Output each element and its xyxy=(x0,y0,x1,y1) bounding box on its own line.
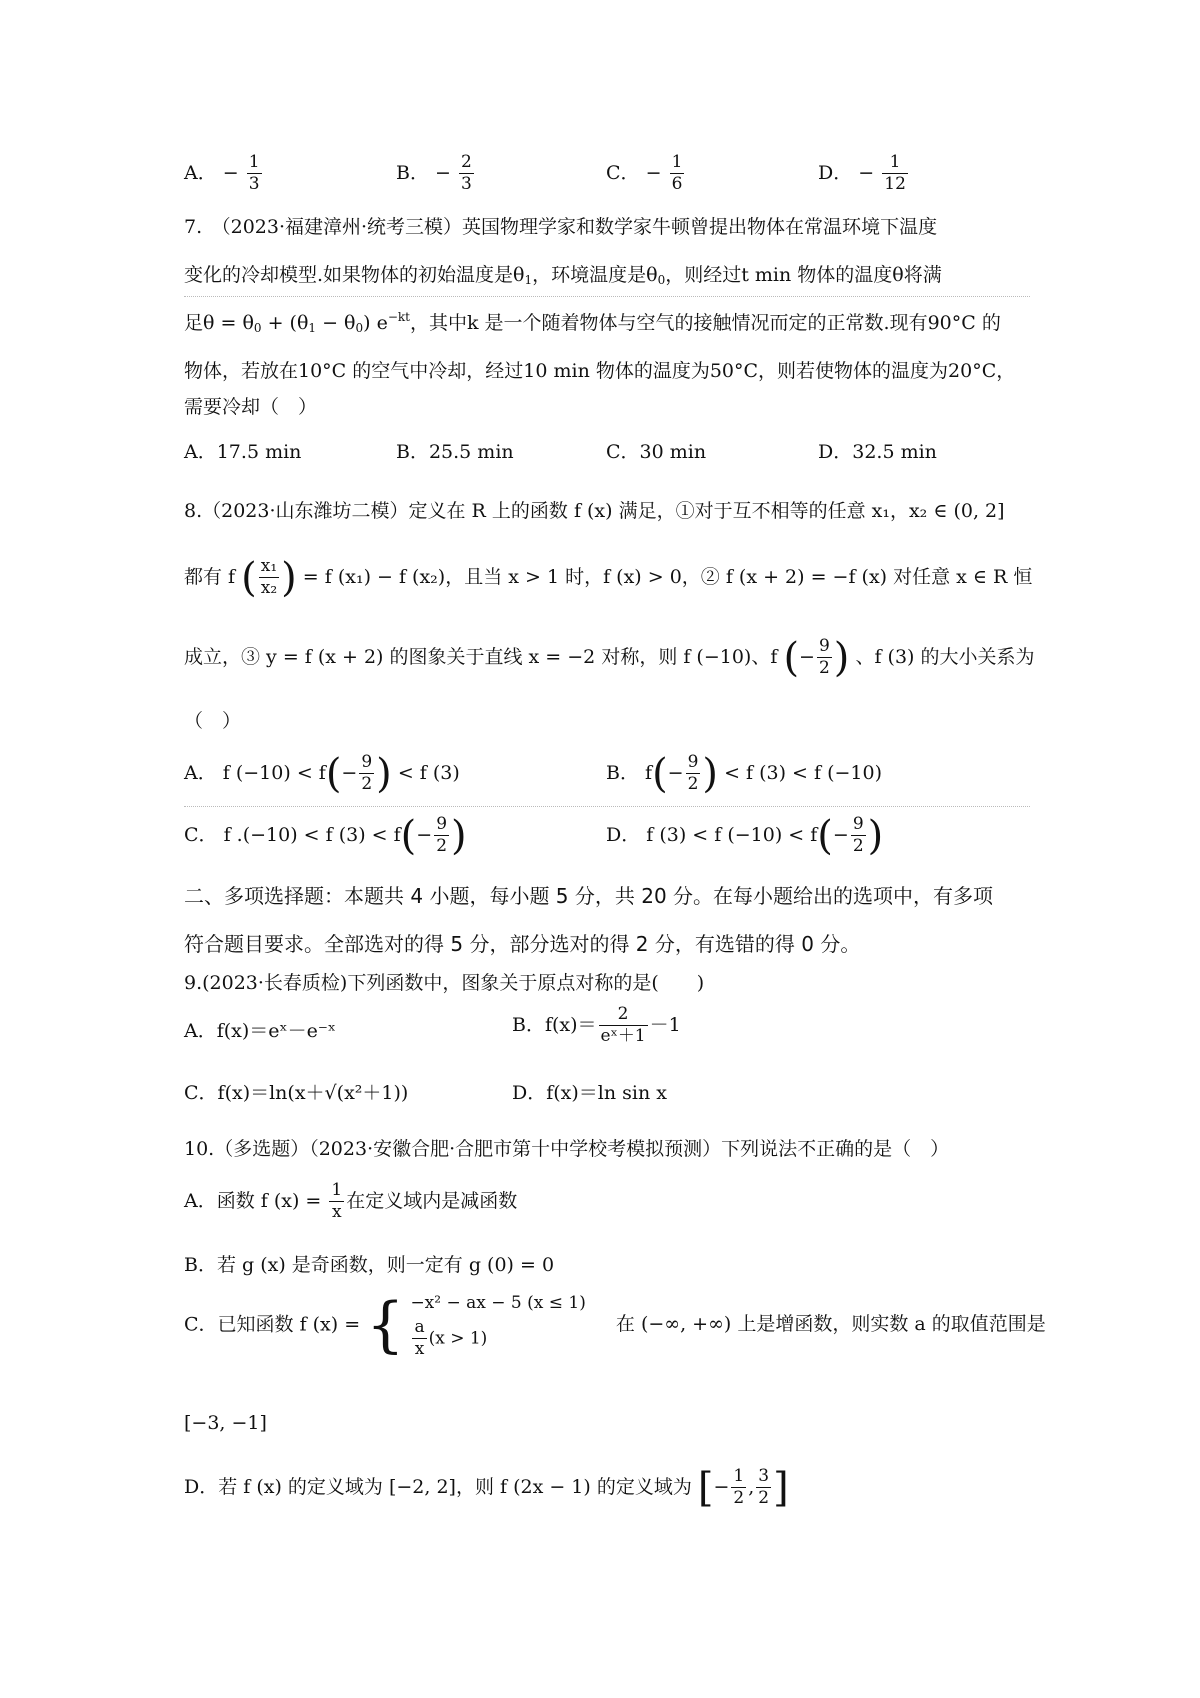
divider xyxy=(184,296,1030,297)
q10-option-b: B．若 g (x) 是奇函数，则一定有 g (0) = 0 xyxy=(184,1254,555,1276)
numerator: 2 xyxy=(459,152,474,174)
denominator: x₂ xyxy=(260,578,278,599)
denominator: 2 xyxy=(687,774,699,795)
numerator: 1 xyxy=(329,1180,344,1202)
q7-line-5: 需要冷却（ ） xyxy=(184,396,318,418)
paren-right: ) xyxy=(281,554,297,601)
case-1: −x² − ax − 5 (x ≤ 1) xyxy=(410,1293,586,1313)
fraction xyxy=(329,1180,344,1224)
q7-option-d: D．32.5 min xyxy=(818,441,937,463)
superscript: −kt xyxy=(387,310,410,324)
numerator: 9 xyxy=(686,752,701,774)
paren-right: ) xyxy=(376,750,392,797)
denominator: 3 xyxy=(248,174,260,195)
q7-line-3 xyxy=(184,308,1040,335)
text: 成立，③ y = f (x + 2) 的图象关于直线 x = −2 对称，则 f (−10)、f xyxy=(184,645,778,668)
q6-option-c xyxy=(606,152,686,196)
q9-stem: 9.(2023·长春质检)下列函数中，图象关于原点对称的是( ) xyxy=(184,972,705,994)
fraction xyxy=(599,1004,648,1048)
fraction xyxy=(851,814,866,858)
paren-right: ) xyxy=(702,750,719,797)
option-label: D． xyxy=(818,161,853,184)
paren-left: ( xyxy=(325,750,342,797)
subscript: 1 xyxy=(524,273,533,287)
minus-sign: − xyxy=(713,1475,730,1498)
text: f (−10) < f xyxy=(222,761,326,784)
q10-option-c xyxy=(184,1290,1046,1361)
q8-line-3: 成立，③ y = f (x + 2) 的图象关于直线 x = −2 对称，则 f (−10)、f (− $\frac{9}{2}$ ) 、f (3) 的大小关系为 xyxy=(184,634,1035,681)
text: B．f(x)＝ xyxy=(512,1013,597,1036)
q9-option-c: C．f(x)＝ln(x＋√(x²＋1)) xyxy=(184,1082,409,1104)
denominator: x xyxy=(332,1202,342,1223)
numerator: 9 xyxy=(851,814,866,836)
bracket-right: ] xyxy=(773,1464,789,1511)
q7-line-4: 物体，若放在10°C 的空气中冷却，经过10 min 物体的温度为50°C，则若使物体的温度为20°C， xyxy=(184,360,1016,382)
text: D．若 f (x) 的定义域为 [−2, 2]，则 f (2x − 1) 的定义域为 xyxy=(184,1475,692,1498)
q10-option-d xyxy=(184,1466,789,1510)
text: 在定义域内是减函数 xyxy=(346,1189,518,1212)
subscript: 0 xyxy=(355,321,364,335)
minus-sign: − xyxy=(645,161,662,184)
option-label: D． xyxy=(606,823,641,846)
fraction xyxy=(756,1466,771,1510)
minus-sign: − xyxy=(435,161,451,184)
denominator: 6 xyxy=(671,174,683,195)
q8-option-a: A． f (−10) < f(− $\frac{9}{2}$ ) < f (3) xyxy=(184,750,460,797)
option-label: A． xyxy=(184,161,217,184)
fraction xyxy=(670,152,685,196)
fraction xyxy=(459,152,474,196)
q9-option-d: D．f(x)＝ln sin x xyxy=(512,1082,667,1104)
fraction xyxy=(882,152,908,196)
section-heading: 二、多项选择题：本题共 4 小题，每小题 5 分，共 20 分。在每小题给出的选项中，有多项 xyxy=(184,884,994,908)
fraction xyxy=(359,752,374,796)
text: 在 (−∞, +∞) 上是增函数，则实数 a 的取值范围是 xyxy=(615,1313,1046,1336)
denominator: 2 xyxy=(758,1488,770,1509)
option-label: B． xyxy=(606,761,639,784)
option-label: B． xyxy=(396,161,429,184)
q9-option-a: A．f(x)＝eˣ－e⁻ˣ xyxy=(184,1020,336,1042)
q8-line-2 xyxy=(184,556,1040,600)
left-brace: { xyxy=(366,1290,405,1361)
numerator: 1 xyxy=(731,1466,746,1488)
text: f xyxy=(645,761,653,784)
text: f .(−10) < f (3) < f xyxy=(223,823,401,846)
case-2 xyxy=(410,1317,585,1361)
q8-line-4: （ ） xyxy=(184,710,242,732)
paren-left: ( xyxy=(817,812,833,859)
option-label: C． xyxy=(606,161,640,184)
fraction xyxy=(247,152,262,196)
subscript: 1 xyxy=(308,321,317,335)
paren-left: ( xyxy=(652,750,668,797)
text: + (θ xyxy=(261,312,309,334)
numerator: 9 xyxy=(359,752,374,774)
text: 、f (3) 的大小关系为 xyxy=(855,645,1035,668)
denominator: 2 xyxy=(361,774,373,795)
divider xyxy=(184,806,1030,807)
text: ，其中k 是一个随着物体与空气的接触情况而定的正常数.现有90°C 的 xyxy=(409,312,1001,334)
subscript: 0 xyxy=(253,321,262,335)
denominator: 2 xyxy=(818,658,830,679)
text: ，则经过t min 物体的温度θ将满 xyxy=(665,264,942,286)
numerator: 1 xyxy=(247,152,262,174)
text: －1 xyxy=(649,1013,681,1036)
q10-option-c-answer: [−3, −1] xyxy=(184,1412,267,1434)
numerator: 9 xyxy=(434,814,449,836)
numerator: 3 xyxy=(756,1466,771,1488)
comma: , xyxy=(748,1475,755,1498)
denominator: 2 xyxy=(436,836,448,857)
numerator: 1 xyxy=(882,152,908,174)
denominator: 12 xyxy=(884,174,906,195)
q10-stem: 10.（多选题）（2023·安徽合肥·合肥市第十中学校考模拟预测）下列说法不正确的是（ ） xyxy=(184,1138,950,1160)
option-label: A． xyxy=(184,761,217,784)
q8-option-b: B． f(− $\frac{9}{2}$ ) < f (3) < f (−10) xyxy=(606,750,883,797)
q8-line-1: 8.（2023·山东潍坊二模）定义在 R 上的函数 f (x) 满足，①对于互不相等的任意 x₁，x₂ ∈ (0, 2] xyxy=(184,500,1005,522)
paren-right: ) xyxy=(833,634,850,681)
minus-sign: − xyxy=(222,161,239,184)
q6-option-d xyxy=(818,152,910,196)
q7-option-b: B．25.5 min xyxy=(396,441,514,463)
fraction xyxy=(412,1317,426,1361)
denominator: 2 xyxy=(852,836,864,857)
q6-option-b xyxy=(396,152,476,196)
text: 都有 f xyxy=(184,565,236,588)
q7-line-2 xyxy=(184,260,1040,287)
numerator: 1 xyxy=(670,152,685,174)
section-description: 符合题目要求。全部选对的得 5 分，部分选对的得 2 分，有选错的得 0 分。 xyxy=(184,932,861,956)
numerator: 9 xyxy=(817,636,832,658)
denominator: 3 xyxy=(460,174,472,195)
denominator: eˣ＋1 xyxy=(600,1026,646,1047)
denominator: 2 xyxy=(733,1488,745,1509)
numerator: 2 xyxy=(599,1004,648,1026)
paren-left: ( xyxy=(241,554,257,601)
fraction xyxy=(259,556,279,600)
text: f (3) < f (−10) < f xyxy=(646,823,818,846)
option-label: C． xyxy=(184,823,218,846)
text: ，环境温度是θ xyxy=(532,264,658,286)
q10-option-a xyxy=(184,1180,517,1224)
text: A．函数 f (x) = xyxy=(184,1189,322,1212)
fraction xyxy=(686,752,701,796)
fraction xyxy=(434,814,449,858)
bracket-left: [ xyxy=(697,1464,714,1511)
text: C．已知函数 f (x) = xyxy=(184,1313,361,1336)
minus-sign: − xyxy=(858,161,875,184)
text: 足θ = θ xyxy=(184,312,254,334)
q7-option-a: A．17.5 min xyxy=(184,441,302,463)
numerator: x₁ xyxy=(259,556,279,578)
fraction xyxy=(731,1466,746,1510)
text: 变化的冷却模型.如果物体的初始温度是θ xyxy=(184,264,525,286)
text: < f (3) xyxy=(391,761,460,784)
numerator: a xyxy=(412,1317,426,1339)
q9-option-b xyxy=(512,1004,681,1048)
q8-option-c: C． f .(−10) < f (3) < f(− $\frac{9}{2}$ ) xyxy=(184,812,467,859)
paren-left: ( xyxy=(783,634,800,681)
text: = f (x₁) − f (x₂)，且当 x > 1 时，f (x) > 0，② f (x + 2) = −f (x) 对任意 x ∈ R 恒 xyxy=(302,565,1033,588)
subscript: 0 xyxy=(657,273,666,287)
paren-right: ) xyxy=(867,812,884,859)
condition: (x > 1) xyxy=(428,1328,488,1349)
text: − θ xyxy=(316,312,356,334)
q8-option-d: D． f (3) < f (−10) < f(− $\frac{9}{2}$ ) xyxy=(606,812,884,859)
denominator: x xyxy=(414,1339,425,1360)
q6-option-a xyxy=(184,152,264,196)
q7-line-1: 7. （2023·福建漳州·统考三模）英国物理学家和数学家牛顿曾提出物体在常温环境下温度 xyxy=(184,216,938,238)
text: ) e xyxy=(363,312,388,334)
fraction xyxy=(817,636,832,680)
paren-right: ) xyxy=(451,812,467,859)
text: < f (3) < f (−10) xyxy=(718,761,883,784)
q7-option-c: C．30 min xyxy=(606,441,707,463)
paren-left: ( xyxy=(400,812,417,859)
piecewise-cases xyxy=(410,1290,585,1361)
